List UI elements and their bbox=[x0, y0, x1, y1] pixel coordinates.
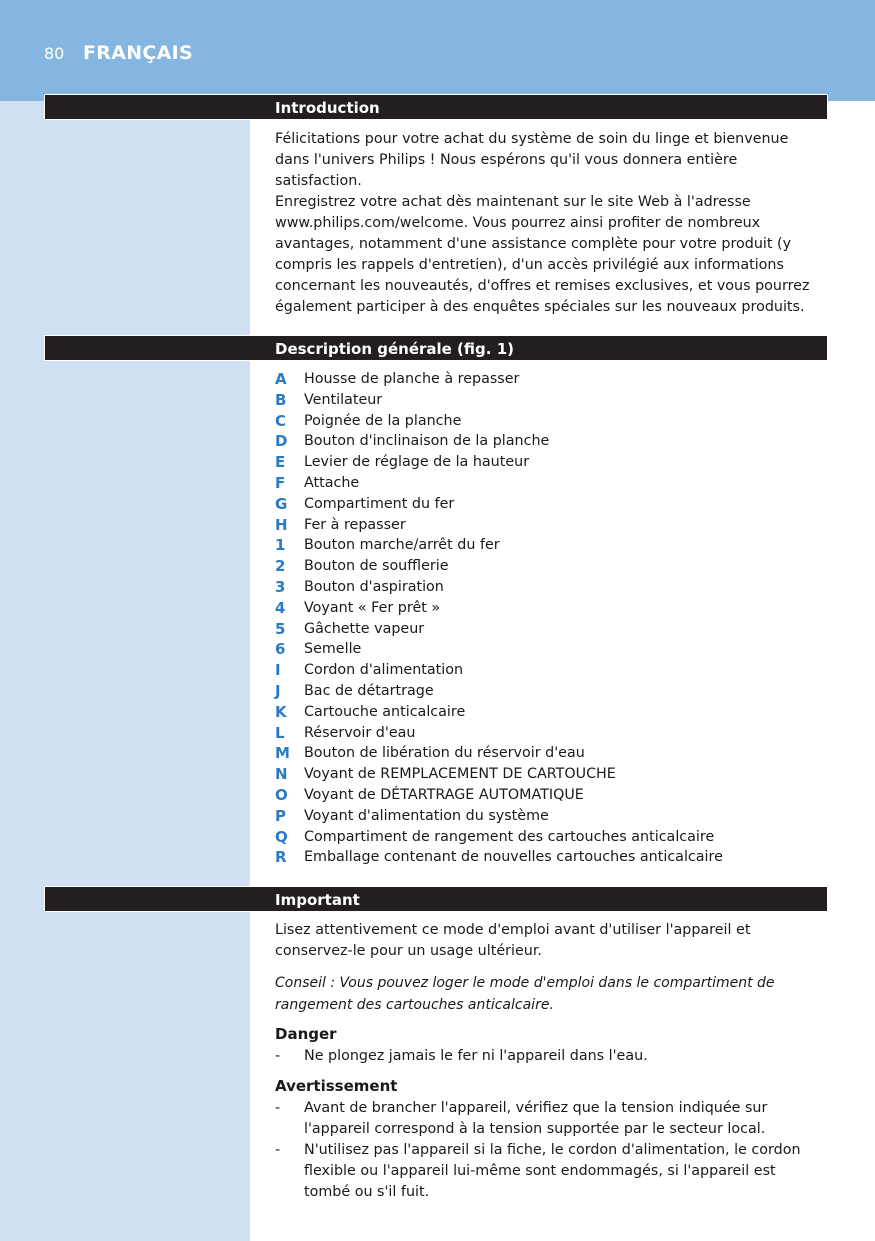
section-title: Description générale (fig. 1) bbox=[275, 340, 514, 358]
legend-item bbox=[275, 660, 820, 681]
legend-item bbox=[275, 369, 820, 390]
parts-legend-list bbox=[275, 369, 820, 868]
legend-item bbox=[275, 577, 820, 598]
legend-item bbox=[275, 535, 820, 556]
legend-item bbox=[275, 702, 820, 723]
section-header-description bbox=[44, 335, 828, 361]
legend-item bbox=[275, 473, 820, 494]
legend-key: J bbox=[275, 681, 281, 700]
legend-label: Poignée de la planche bbox=[304, 412, 462, 429]
legend-item bbox=[275, 764, 820, 785]
legend-label: Compartiment du fer bbox=[304, 495, 455, 512]
legend-key: H bbox=[275, 515, 288, 534]
legend-key: C bbox=[275, 411, 287, 430]
legend-label: Attache bbox=[304, 474, 360, 491]
legend-label: Semelle bbox=[304, 641, 362, 658]
legend-label: Voyant « Fer prêt » bbox=[304, 599, 441, 616]
legend-label: Ventilateur bbox=[304, 391, 383, 408]
danger-heading: Danger bbox=[275, 1025, 337, 1043]
legend-label: Emballage contenant de nouvelles cartouches anticalcaire bbox=[304, 849, 723, 866]
legend-label: Bouton d'inclinaison de la planche bbox=[304, 433, 550, 450]
danger-item bbox=[275, 1046, 820, 1067]
section-title: Important bbox=[275, 891, 360, 909]
warning-item bbox=[275, 1140, 820, 1203]
legend-label: Bouton marche/arrêt du fer bbox=[304, 537, 500, 554]
section-header-introduction bbox=[44, 94, 828, 120]
legend-item bbox=[275, 411, 820, 432]
legend-item bbox=[275, 619, 820, 640]
legend-key: P bbox=[275, 806, 286, 825]
bullet-dash: - bbox=[275, 1142, 281, 1158]
legend-key: F bbox=[275, 473, 286, 492]
legend-item bbox=[275, 515, 820, 536]
legend-key: O bbox=[275, 785, 288, 804]
tip-text: Conseil : Vous pouvez loger le mode d'emploi dans le compartiment de rangement des cartouches anticalcaire. bbox=[275, 975, 775, 1013]
legend-label: Réservoir d'eau bbox=[304, 724, 416, 741]
legend-label: Bouton d'aspiration bbox=[304, 578, 444, 595]
legend-item bbox=[275, 785, 820, 806]
legend-label: Voyant de REMPLACEMENT DE CARTOUCHE bbox=[304, 766, 616, 783]
legend-key: R bbox=[275, 848, 287, 867]
legend-item bbox=[275, 639, 820, 660]
legend-key: D bbox=[275, 432, 288, 451]
page-language: FRANÇAIS bbox=[83, 42, 194, 64]
warning-item-text: N'utilisez pas l'appareil si la fiche, le cordon d'alimentation, le cordon flexible ou l'appareil lui-même sont endommagés, si l'appareil est tombé ou s'il fuit. bbox=[304, 1142, 801, 1200]
legend-key: 4 bbox=[275, 598, 286, 617]
legend-item bbox=[275, 723, 820, 744]
legend-key: I bbox=[275, 661, 281, 680]
legend-key: Q bbox=[275, 827, 288, 846]
legend-label: Voyant d'alimentation du système bbox=[304, 807, 549, 824]
legend-key: 3 bbox=[275, 577, 286, 596]
side-margin-band bbox=[0, 101, 250, 1241]
warning-item bbox=[275, 1098, 820, 1140]
legend-key: B bbox=[275, 390, 287, 409]
important-intro-text: Lisez attentivement ce mode d'emploi avant d'utiliser l'appareil et conservez-le pour un usage ultérieur. bbox=[275, 922, 751, 959]
legend-label: Housse de planche à repasser bbox=[304, 371, 520, 387]
bullet-dash: - bbox=[275, 1048, 281, 1064]
introduction-paragraph: Enregistrez votre achat dès maintenant sur le site Web à l'adresse www.philips.com/welcome. Vous pourrez ainsi profiter de nombreux avantages, notamment d'une assistance complète pour votre produit (y compris les rappels d'entretien), d'un accès privilégié aux informations concernant les nouveautés, d'offres et remises exclusives, et vous pourrez également participer à des enquêtes spéciales sur les nouveaux produits. bbox=[275, 194, 810, 315]
legend-item bbox=[275, 452, 820, 473]
legend-label: Bouton de soufflerie bbox=[304, 558, 449, 575]
danger-item-text: Ne plongez jamais le fer ni l'appareil dans l'eau. bbox=[304, 1048, 648, 1064]
legend-item bbox=[275, 847, 820, 868]
legend-key: N bbox=[275, 765, 288, 784]
legend-key: G bbox=[275, 494, 288, 513]
page-number: 80 bbox=[44, 44, 65, 63]
section-header-important bbox=[44, 886, 828, 912]
important-intro bbox=[275, 920, 820, 962]
legend-key: 2 bbox=[275, 557, 286, 576]
legend-key: E bbox=[275, 453, 286, 472]
bullet-dash: - bbox=[275, 1100, 281, 1116]
legend-label: Bouton de libération du réservoir d'eau bbox=[304, 745, 585, 762]
legend-key: K bbox=[275, 702, 287, 721]
warning-heading: Avertissement bbox=[275, 1077, 398, 1095]
legend-label: Levier de réglage de la hauteur bbox=[304, 454, 530, 471]
section-title: Introduction bbox=[275, 99, 380, 117]
legend-key: M bbox=[275, 744, 290, 763]
legend-key: 1 bbox=[275, 536, 286, 555]
legend-label: Gâchette vapeur bbox=[304, 620, 425, 637]
introduction-paragraph: Félicitations pour votre achat du système de soin du linge et bienvenue dans l'univers Philips ! Nous espérons qu'il vous donnera entière satisfaction. bbox=[275, 131, 789, 189]
legend-label: Cordon d'alimentation bbox=[304, 662, 464, 679]
legend-item bbox=[275, 390, 820, 411]
legend-item bbox=[275, 556, 820, 577]
legend-label: Cartouche anticalcaire bbox=[304, 703, 466, 720]
legend-label: Voyant de DÉTARTRAGE AUTOMATIQUE bbox=[304, 786, 584, 803]
legend-item bbox=[275, 494, 820, 515]
legend-key: A bbox=[275, 370, 287, 388]
introduction-body bbox=[275, 129, 820, 318]
legend-label: Fer à repasser bbox=[304, 516, 406, 533]
warning-item-text: Avant de brancher l'appareil, vérifiez que la tension indiquée sur l'appareil correspond à la tension supportée par le secteur local. bbox=[304, 1100, 768, 1137]
legend-key: L bbox=[275, 723, 285, 742]
legend-item bbox=[275, 681, 820, 702]
legend-key: 5 bbox=[275, 619, 286, 638]
legend-item bbox=[275, 827, 820, 848]
legend-label: Bac de détartrage bbox=[304, 682, 434, 699]
legend-item bbox=[275, 431, 820, 452]
legend-item bbox=[275, 806, 820, 827]
legend-label: Compartiment de rangement des cartouches anticalcaire bbox=[304, 828, 715, 845]
legend-key: 6 bbox=[275, 640, 286, 659]
legend-item bbox=[275, 743, 820, 764]
legend-item bbox=[275, 598, 820, 619]
